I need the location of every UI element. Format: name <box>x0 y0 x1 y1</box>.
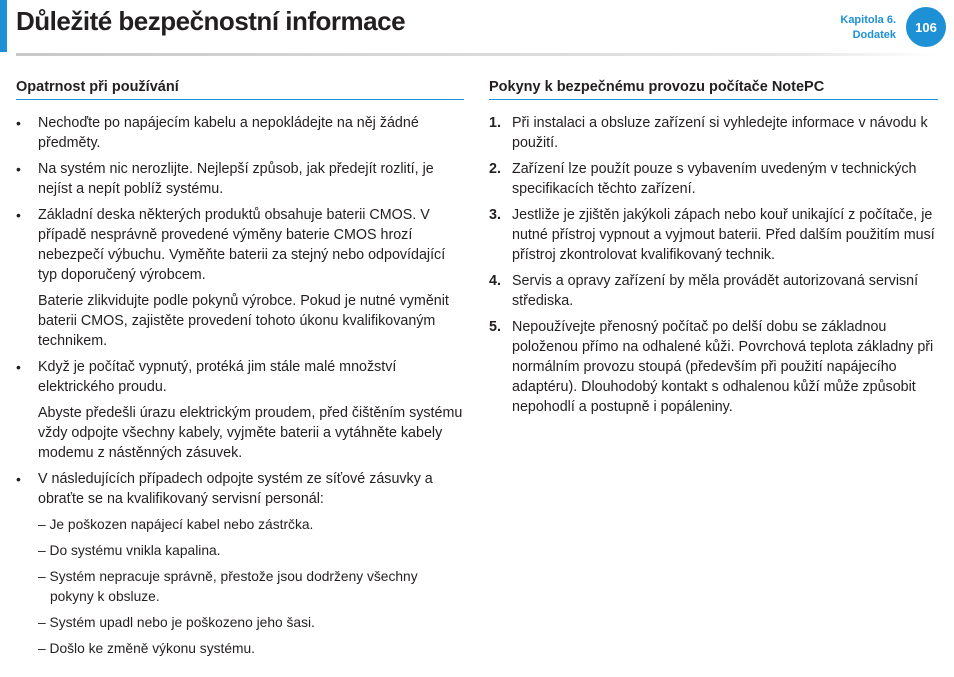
list-item <box>489 317 938 417</box>
bullet-icon: • <box>16 207 21 223</box>
item-text: Jestliže je zjištěn jakýkoli zápach nebo kouř unikající z počítače, je nutné přístroj vypnout a vyjmout baterii. Před dalším použitím musí přístroj zkontrolovat kvalifikovaný technik. <box>512 207 935 263</box>
list-item <box>38 515 464 535</box>
item-note: Baterie zlikvidujte podle pokynů výrobce. Pokud je nutné vyměnit baterii CMOS, zajistěte provedení tohoto úkonu kvalifikovaným technikem. <box>38 293 449 349</box>
list-item <box>38 639 464 659</box>
item-text: V následujících případech odpojte systém ze síťové zásuvky a obraťte se na kvalifikovaný servisní personál: <box>38 471 433 507</box>
precautions-list <box>16 113 464 659</box>
header-accent-bar <box>0 0 7 52</box>
list-item <box>16 469 464 659</box>
bullet-icon: • <box>16 115 21 131</box>
list-item <box>38 541 464 561</box>
list-item <box>489 113 938 153</box>
bullet-icon: • <box>16 471 21 487</box>
chapter-name: Dodatek <box>852 29 896 41</box>
condition-text: – Systém upadl nebo je poškozeno jeho šasi. <box>38 615 315 630</box>
list-item <box>16 205 464 351</box>
safe-operation-section <box>489 79 938 423</box>
item-number: 3. <box>489 207 501 223</box>
chapter-number: Kapitola 6. <box>840 14 896 26</box>
condition-text: – Do systému vnikla kapalina. <box>38 543 221 558</box>
item-note: Abyste předešli úrazu elektrickým proudem, před čištěním systému vždy odpojte všechny kabely, vyjměte baterii a vytáhněte kabely modemu z nástěnných zásuvek. <box>38 405 463 461</box>
usage-precautions-section <box>16 79 464 665</box>
list-item <box>16 357 464 463</box>
condition-text: – Došlo ke změně výkonu systému. <box>38 641 256 656</box>
bullet-icon: • <box>16 359 21 375</box>
list-item <box>489 271 938 311</box>
list-item <box>38 567 464 607</box>
section-heading: Opatrnost při používání <box>16 79 464 100</box>
item-text: Základní deska některých produktů obsahuje baterii CMOS. V případě nesprávně provedené výměny baterie CMOS hrozí nebezpečí výbuchu. Vyměňte baterii za stejný nebo odpovídající typ doporučený výrobcem. <box>38 207 446 283</box>
section-heading: Pokyny k bezpečnému provozu počítače NotePC <box>489 79 938 100</box>
list-item <box>38 613 464 633</box>
item-text: Při instalaci a obsluze zařízení si vyhledejte informace v návodu k použití. <box>512 115 928 151</box>
page-number-badge: 106 <box>906 7 946 47</box>
item-number: 2. <box>489 161 501 177</box>
bullet-icon: • <box>16 161 21 177</box>
item-number: 4. <box>489 273 501 289</box>
item-text: Servis a opravy zařízení by měla provádět autorizovaná servisní střediska. <box>512 273 919 309</box>
condition-text: – Systém nepracuje správně, přestože jsou dodrženy všechny pokyny k obsluze. <box>38 569 418 604</box>
item-text: Na systém nic nerozlijte. Nejlepší způsob, jak předejít rozlití, je nejíst a nepít poblíž systému. <box>38 161 434 197</box>
page-title: Důležité bezpečnostní informace <box>16 6 406 36</box>
item-text: Když je počítač vypnutý, protéká jim stále malé množství elektrického proudu. <box>38 359 397 395</box>
item-text: Nepoužívejte přenosný počítač po delší dobu se základnou položenou přímo na odhalené kůži. Povrchová teplota základny při normálním provozu stoupá (především při použití napájecího adaptéru). Dlouhodobý kontakt s odhalenou kůží může způsobit nepohodlí a postupně i popáleniny. <box>512 319 934 415</box>
item-text: Zařízení lze použít pouze s vybavením uvedeným v technických specifikacích těchto zařízení. <box>512 161 917 197</box>
item-text: Nechoďte po napájecím kabelu a nepokládejte na něj žádné předměty. <box>38 115 419 151</box>
item-number: 1. <box>489 115 501 131</box>
condition-text: – Je poškozen napájecí kabel nebo zástrčka. <box>38 517 314 532</box>
safe-operation-list <box>489 113 938 417</box>
item-number: 5. <box>489 319 501 335</box>
disconnect-conditions-list <box>38 515 464 659</box>
list-item <box>16 159 464 199</box>
list-item <box>489 159 938 199</box>
list-item <box>16 113 464 153</box>
list-item <box>489 205 938 265</box>
header-divider <box>16 53 936 56</box>
chapter-label <box>840 13 896 43</box>
